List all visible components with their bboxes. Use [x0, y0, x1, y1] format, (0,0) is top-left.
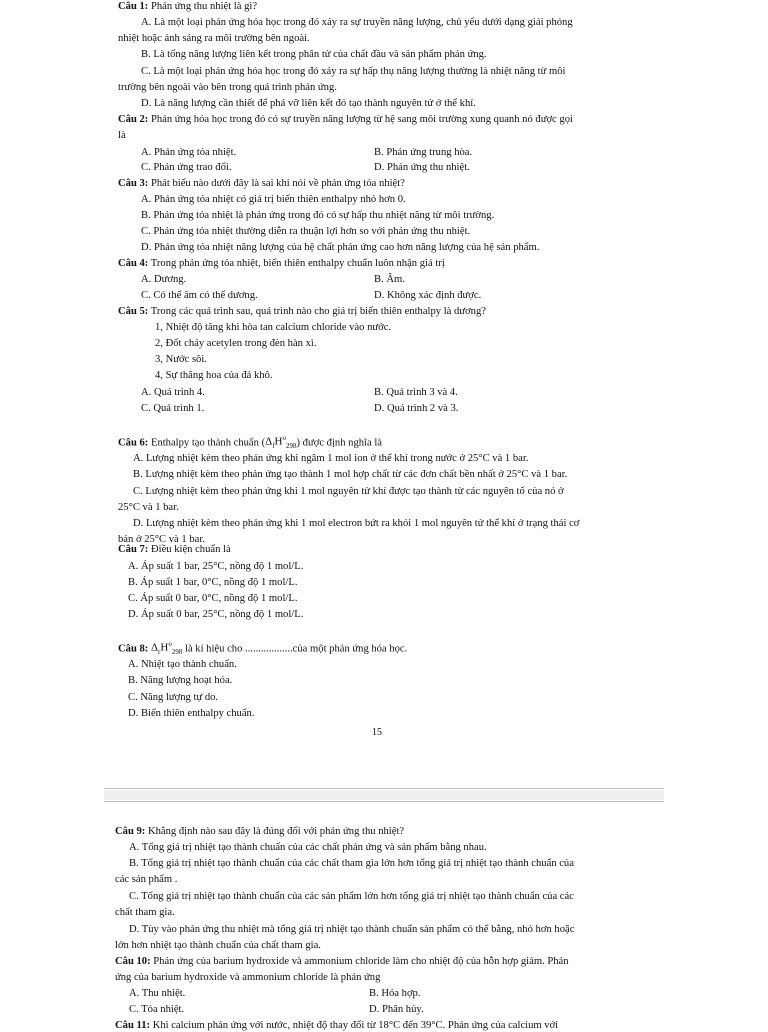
option-a: A. Phản ứng tỏa nhiệt. [141, 147, 237, 158]
option-d-cont: lớn hơn nhiệt tạo thành chuẩn của chất tham gia. [115, 940, 321, 951]
question-text: Khẳng định nào sau đây là đúng đối với phản ứng thu nhiệt? [147, 826, 405, 837]
option-b: B. Quá trình 3 và 4. [374, 387, 458, 398]
question-label: Câu 9: [115, 826, 146, 837]
page-gap [104, 790, 664, 800]
page-number: 15 [372, 727, 382, 738]
formula-delta-r-h-298: $\Delta_rH^o_{298}$ [150, 640, 183, 656]
option-d: D. Lượng nhiệt kèm theo phản ứng khi 1 mol electron bứt ra khỏi 1 mol nguyên tử thể khí ở trạng thái cơ [133, 518, 580, 529]
option-c: C. Năng lượng tự do. [128, 692, 219, 703]
statement-1: 1, Nhiệt độ tăng khi hòa tan calcium chloride vào nước. [155, 322, 392, 333]
question-text: Điều kiện chuẩn là [150, 544, 231, 555]
question-text: Khi calcium phản ứng với nước, nhiệt độ thay đổi từ 18°C đến 39°C. Phản ứng của calcium với [152, 1020, 559, 1031]
option-c-cont: 25°C và 1 bar. [118, 502, 179, 513]
option-b: B. Năng lượng hoạt hóa. [128, 675, 233, 686]
question-text: Phản ứng của barium hydroxide và ammonium chloride làm cho nhiệt độ của hỗn hợp giảm. Phản [153, 956, 569, 967]
option-d: D. Là năng lượng cần thiết để phá vỡ liên kết đó tạo thành nguyên tử ở thể khí. [141, 98, 476, 109]
option-a: A. Thu nhiệt. [129, 988, 186, 999]
option-d: D. Tùy vào phản ứng thu nhiệt mà tổng giá trị nhiệt tạo thành chuẩn sản phẩm có thể bằng, nhỏ hơn hoặc [129, 924, 575, 935]
question-text: Trong phản ứng tỏa nhiệt, biến thiên enthalpy chuẩn luôn nhận giá trị [150, 258, 445, 269]
option-c: C. Tỏa nhiệt. [129, 1004, 185, 1015]
option-d: D. Phản ứng tỏa nhiệt năng lượng của hệ chất phản ứng cao hơn năng lượng của hệ sản phẩm. [141, 242, 540, 253]
option-a: A. Tổng giá trị nhiệt tạo thành chuẩn của các chất phản ứng và sản phẩm bằng nhau. [129, 842, 487, 853]
option-a: A. Là một loại phản ứng hóa học trong đó xảy ra sự truyền năng lượng, chủ yếu dưới dạng giải phóng [141, 17, 573, 28]
option-c: C. Có thể âm có thể dương. [141, 290, 258, 301]
page-divider [104, 788, 664, 789]
option-a: A. Quá trình 4. [141, 387, 205, 398]
option-d: D. Không xác định được. [374, 290, 482, 301]
option-b: B. Phản ứng tỏa nhiệt là phản ứng trong đó có sự hấp thu nhiệt năng từ môi trường. [141, 210, 495, 221]
option-a: A. Phản ứng tỏa nhiệt có giá trị biến thiên enthalpy nhỏ hơn 0. [141, 194, 406, 205]
option-c: C. Tổng giá trị nhiệt tạo thành chuẩn của các sản phẩm lớn hơn tổng giá trị nhiệt tạo thành chuẩn của các [129, 891, 574, 902]
question-text-cont: ứng của barium hydroxide và ammonium chloride là phản ứng [115, 972, 381, 983]
question-label: Câu 1: [118, 1, 149, 12]
option-d-cont: bản ở 25°C và 1 bar. [118, 534, 205, 545]
statement-2: 2, Đốt cháy acetylen trong đèn hàn xì. [155, 338, 317, 349]
question-label: Câu 5: [118, 306, 149, 317]
question-label: Câu 6: [118, 437, 149, 449]
option-d: D. Phân hủy. [369, 1004, 424, 1015]
page-divider [104, 801, 664, 802]
question-label: Câu 7: [118, 544, 149, 555]
option-b-cont: các sản phẩm . [115, 874, 178, 885]
option-c-cont: chất tham gia. [115, 907, 175, 918]
option-b: B. Hóa hợp. [369, 988, 421, 999]
question-label: Câu 2: [118, 114, 149, 125]
option-b: B. Lượng nhiệt kèm theo phản ứng tạo thành 1 mol hợp chất từ các đơn chất bền nhất ở 25°C và 1 bar. [133, 469, 568, 480]
option-d: D. Phản ứng thu nhiệt. [374, 162, 470, 173]
question-label: Câu 10: [115, 956, 151, 967]
option-c: C. Là một loại phản ứng hóa học trong đó xảy ra sự hấp thụ năng lượng thường là nhiệt năng từ môi [141, 66, 566, 77]
option-d: D. Quá trình 2 và 3. [374, 403, 459, 414]
option-a: A. Lượng nhiệt kèm theo phản ứng khi ngâm 1 mol ion ở thể khí trong nước ở 25°C và 1 bar. [133, 453, 529, 464]
option-b: B. Âm. [374, 274, 405, 285]
question-text-cont: là [118, 130, 126, 141]
statement-3: 3, Nước sôi. [155, 354, 207, 365]
question-label: Câu 8: [118, 643, 149, 655]
option-d: D. Áp suất 0 bar, 25°C, nồng độ 1 mol/L. [128, 609, 304, 620]
question-text: Phản ứng hóa học trong đó có sự truyền năng lượng từ hệ sang môi trường xung quanh nó được gọi [150, 114, 573, 125]
question-label: Câu 11: [115, 1020, 151, 1031]
option-a: A. Áp suất 1 bar, 25°C, nồng độ 1 mol/L. [128, 561, 304, 572]
option-c: C. Phản ứng tỏa nhiệt thường diễn ra thuận lợi hơn so với phản ứng thu nhiệt. [141, 226, 471, 237]
option-c: C. Lượng nhiệt kèm theo phản ứng khi 1 mol nguyên tử khí được tạo thành từ các nguyên tố của nó ở [133, 486, 564, 497]
option-b: B. Áp suất 1 bar, 0°C, nồng độ 1 mol/L. [128, 577, 298, 588]
option-c-cont: trường bên ngoài vào bên trong quá trình phản ứng. [118, 82, 337, 93]
option-d: D. Biến thiên enthalpy chuẩn. [128, 708, 255, 719]
option-c: C. Áp suất 0 bar, 0°C, nồng độ 1 mol/L. [128, 593, 298, 604]
question-label: Câu 4: [118, 258, 149, 269]
option-c: C. Phản ứng trao đổi. [141, 162, 232, 173]
option-b: B. Là tổng năng lượng liên kết trong phân tử của chất đầu và sản phẩm phản ứng. [141, 49, 487, 60]
option-b: B. Phản ứng trung hòa. [374, 147, 473, 158]
statement-4: 4, Sự thăng hoa của đá khô. [155, 370, 273, 381]
question-text: Enthalpy tạo thành chuẩn ( [150, 437, 266, 449]
question-label: Câu 3: [118, 178, 149, 189]
formula-delta-f-h-298: $\Delta_fH^o_{298}$ [265, 434, 297, 450]
question-text-after: ) được định nghĩa là [296, 437, 382, 449]
option-a: A. Nhiệt tạo thành chuẩn. [128, 659, 237, 670]
question-text: Phát biểu nào dưới đây là sai khi nói về phản ứng tỏa nhiệt? [150, 178, 405, 189]
question-text: là kí hiệu cho ..................của một phản ứng hóa học. [185, 643, 408, 655]
question-text: Trong các quá trình sau, quá trình nào cho giá trị biến thiên enthalpy là dương? [150, 306, 486, 317]
option-c: C. Quá trình 1. [141, 403, 205, 414]
option-b: B. Tổng giá trị nhiệt tạo thành chuẩn của các chất tham gia lớn hơn tổng giá trị nhiệt tạo thành chuẩn của [129, 858, 574, 869]
option-a: A. Dương. [141, 274, 187, 285]
option-a-cont: nhiệt hoặc ánh sáng ra môi trường bên ngoài. [118, 33, 310, 44]
question-text: Phản ứng thu nhiệt là gì? [150, 1, 258, 12]
